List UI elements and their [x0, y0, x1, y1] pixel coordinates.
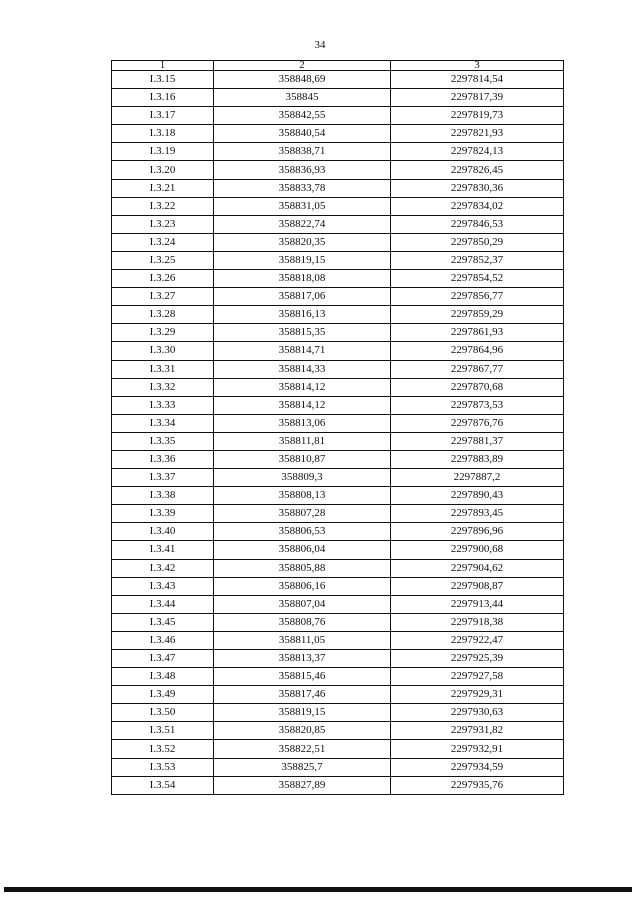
table-row	[112, 360, 564, 378]
point-id-cell: I.3.30	[112, 342, 214, 360]
table-row	[112, 378, 564, 396]
y-coordinate-cell: 2297925,39	[391, 650, 564, 668]
table-row	[112, 288, 564, 306]
x-coordinate-cell: 358811,05	[214, 631, 391, 649]
y-coordinate-cell: 2297819,73	[391, 107, 564, 125]
x-coordinate-cell: 358840,54	[214, 125, 391, 143]
point-id-cell: I.3.17	[112, 107, 214, 125]
y-coordinate-cell: 2297931,82	[391, 722, 564, 740]
table-row	[112, 396, 564, 414]
table-row	[112, 233, 564, 251]
point-id-cell: I.3.54	[112, 776, 214, 794]
x-coordinate-cell: 358814,12	[214, 378, 391, 396]
point-id-cell: I.3.38	[112, 487, 214, 505]
point-id-cell: I.3.43	[112, 577, 214, 595]
point-id-cell: I.3.44	[112, 595, 214, 613]
table-row	[112, 414, 564, 432]
table-row	[112, 595, 564, 613]
y-coordinate-cell: 2297927,58	[391, 668, 564, 686]
y-coordinate-cell: 2297854,52	[391, 270, 564, 288]
x-coordinate-cell: 358817,46	[214, 686, 391, 704]
x-coordinate-cell: 358831,05	[214, 197, 391, 215]
y-coordinate-cell: 2297850,29	[391, 233, 564, 251]
page-number: 34	[314, 39, 326, 51]
x-coordinate-cell: 358810,87	[214, 450, 391, 468]
y-coordinate-cell: 2297846,53	[391, 215, 564, 233]
y-coordinate-cell: 2297876,76	[391, 414, 564, 432]
table-row	[112, 215, 564, 233]
x-coordinate-cell: 358816,13	[214, 306, 391, 324]
point-id-cell: I.3.48	[112, 668, 214, 686]
x-coordinate-cell: 358818,08	[214, 270, 391, 288]
table-row	[112, 668, 564, 686]
table-row	[112, 541, 564, 559]
table-row	[112, 487, 564, 505]
y-coordinate-cell: 2297893,45	[391, 505, 564, 523]
table-row	[112, 197, 564, 215]
table-row	[112, 523, 564, 541]
point-id-cell: I.3.53	[112, 758, 214, 776]
table-row	[112, 505, 564, 523]
x-coordinate-cell: 358805,88	[214, 559, 391, 577]
table-row	[112, 450, 564, 468]
table-row	[112, 342, 564, 360]
table-row	[112, 89, 564, 107]
y-coordinate-cell: 2297870,68	[391, 378, 564, 396]
y-coordinate-cell: 2297913,44	[391, 595, 564, 613]
x-coordinate-cell: 358813,37	[214, 650, 391, 668]
y-coordinate-cell: 2297930,63	[391, 704, 564, 722]
table-row	[112, 306, 564, 324]
point-id-cell: I.3.34	[112, 414, 214, 432]
point-id-cell: I.3.51	[112, 722, 214, 740]
scan-bottom-edge	[4, 887, 632, 892]
y-coordinate-cell: 2297918,38	[391, 613, 564, 631]
point-id-cell: I.3.15	[112, 71, 214, 89]
y-coordinate-cell: 2297900,68	[391, 541, 564, 559]
x-coordinate-cell: 358817,06	[214, 288, 391, 306]
table-row	[112, 686, 564, 704]
table-header-row	[112, 61, 564, 71]
table-body	[112, 71, 564, 795]
x-coordinate-cell: 358811,81	[214, 432, 391, 450]
table-row	[112, 179, 564, 197]
point-id-cell: I.3.35	[112, 432, 214, 450]
x-coordinate-cell: 358806,53	[214, 523, 391, 541]
y-coordinate-cell: 2297908,87	[391, 577, 564, 595]
x-coordinate-cell: 358807,28	[214, 505, 391, 523]
x-coordinate-cell: 358814,12	[214, 396, 391, 414]
table-row	[112, 107, 564, 125]
y-coordinate-cell: 2297904,62	[391, 559, 564, 577]
x-coordinate-cell: 358838,71	[214, 143, 391, 161]
table-row	[112, 161, 564, 179]
point-id-cell: I.3.37	[112, 469, 214, 487]
y-coordinate-cell: 2297834,02	[391, 197, 564, 215]
y-coordinate-cell: 2297883,89	[391, 450, 564, 468]
x-coordinate-cell: 358808,76	[214, 613, 391, 631]
point-id-cell: I.3.47	[112, 650, 214, 668]
x-coordinate-cell: 358842,55	[214, 107, 391, 125]
point-id-cell: I.3.26	[112, 270, 214, 288]
point-id-cell: I.3.16	[112, 89, 214, 107]
y-coordinate-cell: 2297932,91	[391, 740, 564, 758]
table-row	[112, 125, 564, 143]
y-coordinate-cell: 2297821,93	[391, 125, 564, 143]
y-coordinate-cell: 2297934,59	[391, 758, 564, 776]
point-id-cell: I.3.33	[112, 396, 214, 414]
table-row	[112, 324, 564, 342]
x-coordinate-cell: 358822,74	[214, 215, 391, 233]
y-coordinate-cell: 2297867,77	[391, 360, 564, 378]
table-row	[112, 613, 564, 631]
x-coordinate-cell: 358813,06	[214, 414, 391, 432]
x-coordinate-cell: 358820,35	[214, 233, 391, 251]
y-coordinate-cell: 2297859,29	[391, 306, 564, 324]
point-id-cell: I.3.42	[112, 559, 214, 577]
y-coordinate-cell: 2297826,45	[391, 161, 564, 179]
point-id-cell: I.3.18	[112, 125, 214, 143]
point-id-cell: I.3.21	[112, 179, 214, 197]
y-coordinate-cell: 2297830,36	[391, 179, 564, 197]
x-coordinate-cell: 358833,78	[214, 179, 391, 197]
y-coordinate-cell: 2297873,53	[391, 396, 564, 414]
x-coordinate-cell: 358827,89	[214, 776, 391, 794]
x-coordinate-cell: 358822,51	[214, 740, 391, 758]
point-id-cell: I.3.27	[112, 288, 214, 306]
y-coordinate-cell: 2297890,43	[391, 487, 564, 505]
y-coordinate-cell: 2297929,31	[391, 686, 564, 704]
point-id-cell: I.3.31	[112, 360, 214, 378]
table-row	[112, 559, 564, 577]
table-row	[112, 432, 564, 450]
x-coordinate-cell: 358809,3	[214, 469, 391, 487]
point-id-cell: I.3.36	[112, 450, 214, 468]
table-row	[112, 469, 564, 487]
table-row	[112, 650, 564, 668]
x-coordinate-cell: 358808,13	[214, 487, 391, 505]
point-id-cell: I.3.25	[112, 251, 214, 269]
y-coordinate-cell: 2297856,77	[391, 288, 564, 306]
column-header-2: 2	[214, 61, 391, 71]
y-coordinate-cell: 2297935,76	[391, 776, 564, 794]
x-coordinate-cell: 358814,71	[214, 342, 391, 360]
point-id-cell: I.3.28	[112, 306, 214, 324]
table-row	[112, 270, 564, 288]
point-id-cell: I.3.45	[112, 613, 214, 631]
point-id-cell: I.3.46	[112, 631, 214, 649]
point-id-cell: I.3.23	[112, 215, 214, 233]
x-coordinate-cell: 358807,04	[214, 595, 391, 613]
x-coordinate-cell: 358820,85	[214, 722, 391, 740]
point-id-cell: I.3.49	[112, 686, 214, 704]
point-id-cell: I.3.39	[112, 505, 214, 523]
point-id-cell: I.3.24	[112, 233, 214, 251]
point-id-cell: I.3.41	[112, 541, 214, 559]
y-coordinate-cell: 2297814,54	[391, 71, 564, 89]
y-coordinate-cell: 2297861,93	[391, 324, 564, 342]
y-coordinate-cell: 2297864,96	[391, 342, 564, 360]
point-id-cell: I.3.40	[112, 523, 214, 541]
table-row	[112, 722, 564, 740]
point-id-cell: I.3.29	[112, 324, 214, 342]
point-id-cell: I.3.19	[112, 143, 214, 161]
y-coordinate-cell: 2297922,47	[391, 631, 564, 649]
point-id-cell: I.3.32	[112, 378, 214, 396]
x-coordinate-cell: 358836,93	[214, 161, 391, 179]
coordinates-table	[111, 60, 564, 795]
table-row	[112, 631, 564, 649]
point-id-cell: I.3.22	[112, 197, 214, 215]
x-coordinate-cell: 358848,69	[214, 71, 391, 89]
column-header-1: 1	[112, 61, 214, 71]
point-id-cell: I.3.52	[112, 740, 214, 758]
x-coordinate-cell: 358815,46	[214, 668, 391, 686]
y-coordinate-cell: 2297881,37	[391, 432, 564, 450]
table-row	[112, 758, 564, 776]
y-coordinate-cell: 2297896,96	[391, 523, 564, 541]
y-coordinate-cell: 2297824,13	[391, 143, 564, 161]
x-coordinate-cell: 358814,33	[214, 360, 391, 378]
table-row	[112, 740, 564, 758]
column-header-3: 3	[391, 61, 564, 71]
y-coordinate-cell: 2297852,37	[391, 251, 564, 269]
x-coordinate-cell: 358806,04	[214, 541, 391, 559]
table-row	[112, 577, 564, 595]
point-id-cell: I.3.50	[112, 704, 214, 722]
table-row	[112, 704, 564, 722]
table-row	[112, 776, 564, 794]
table-row	[112, 251, 564, 269]
table-row	[112, 71, 564, 89]
y-coordinate-cell: 2297887,2	[391, 469, 564, 487]
table-row	[112, 143, 564, 161]
x-coordinate-cell: 358819,15	[214, 704, 391, 722]
point-id-cell: I.3.20	[112, 161, 214, 179]
x-coordinate-cell: 358845	[214, 89, 391, 107]
y-coordinate-cell: 2297817,39	[391, 89, 564, 107]
x-coordinate-cell: 358825,7	[214, 758, 391, 776]
x-coordinate-cell: 358806,16	[214, 577, 391, 595]
x-coordinate-cell: 358815,35	[214, 324, 391, 342]
x-coordinate-cell: 358819,15	[214, 251, 391, 269]
